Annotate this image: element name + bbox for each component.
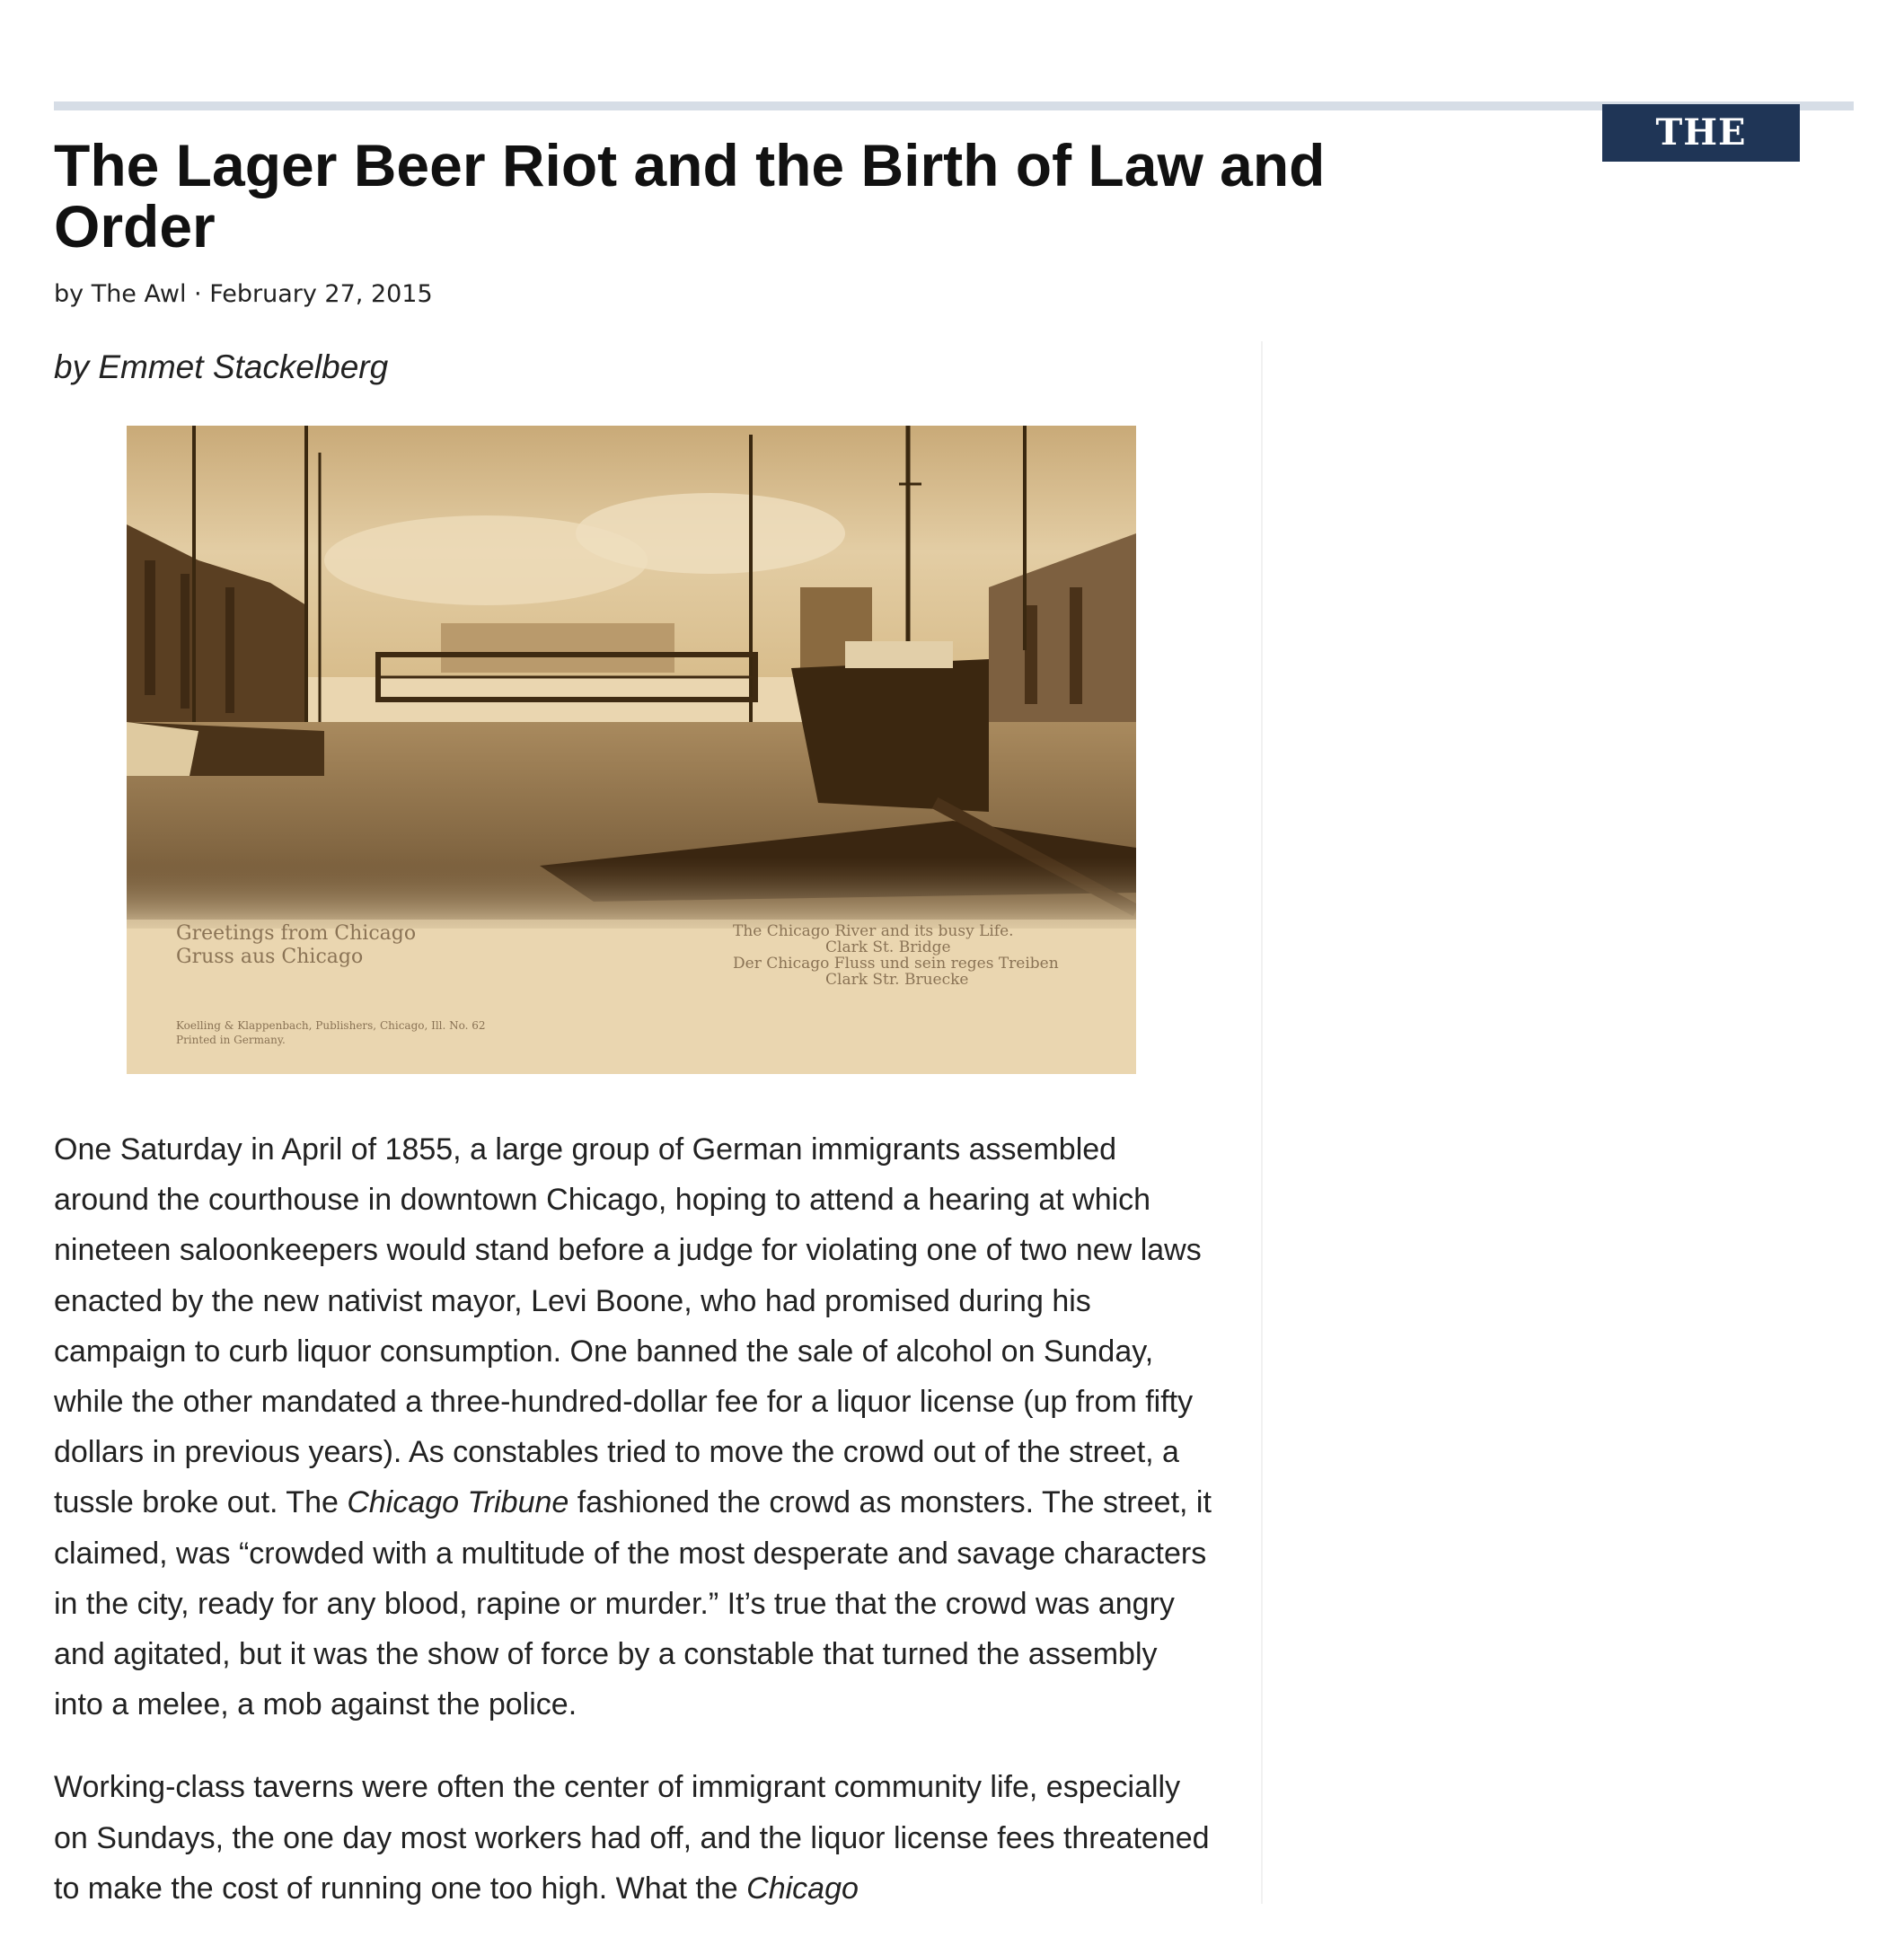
postcard-caption-right-2: Clark St. Bridge — [825, 938, 951, 956]
paragraph-1-text-b: fashioned the crowd as monsters. The street, it claimed, was “crowded with a multitude of the most desperate and savage characters in the city, ready for any blood, rapine or murder.” It’s true that the crowd was angry and agitated, but it was the show of force by a constable that turned the assembly into a melee, a mob against the police. — [54, 1485, 1212, 1722]
article-body — [54, 1124, 1212, 1946]
paragraph-1-text-a: One Saturday in April of 1855, a large group of German immigrants assembled around the courthouse in downtown Chicago, hoping to attend a hearing at which nineteen saloonkeepers would stand before a judge for violating one of two new laws enacted by the new nativist mayor, Levi Boone, who had promised during his campaign to curb liquor consumption. One banned the sale of alcohol on Sunday, while the other mandated a three-hundred-dollar fee for a liquor license (up from fifty dollars in previous years). As constables tried to move the crowd out of the street, a tussle broke out. The — [54, 1132, 1202, 1520]
postcard-caption-right-4: Clark Str. Bruecke — [825, 971, 969, 989]
paragraph-2-text-a: Working-class taverns were often the center of immigrant community life, especially on Sundays, the one day most workers had off, and the liquor license fees threatened to make the cost of running one too high. What the — [54, 1770, 1210, 1906]
paragraph-1 — [54, 1124, 1212, 1730]
chicago-river-postcard-image — [127, 426, 1136, 1074]
newspaper-name: Chicago Tribune — [347, 1485, 569, 1520]
the-awl-logo[interactable]: THE AWL — [1602, 104, 1800, 162]
newspaper-name-2: Chicago — [746, 1871, 859, 1906]
sidebar-divider — [1261, 341, 1263, 1904]
postcard-caption-left-2: Gruss aus Chicago — [176, 946, 364, 968]
header-rule — [54, 101, 1854, 110]
postcard-caption-right-1: The Chicago River and its busy Life. — [733, 922, 1014, 940]
paragraph-2 — [54, 1762, 1212, 1914]
author-line: by Emmet Stackelberg — [54, 348, 389, 385]
postcard-caption-left-1: Greetings from Chicago — [176, 922, 417, 945]
postcard-publisher-1: Koelling & Klappenbach, Publishers, Chicago, Ill. No. 62 — [176, 1019, 486, 1032]
article-title: The Lager Beer Riot and the Birth of Law and Order — [54, 132, 1326, 260]
article-byline: by The Awl · February 27, 2015 — [54, 280, 433, 308]
postcard-caption-right-3: Der Chicago Fluss und sein reges Treiben — [733, 955, 1059, 973]
postcard-publisher-2: Printed in Germany. — [176, 1034, 286, 1046]
